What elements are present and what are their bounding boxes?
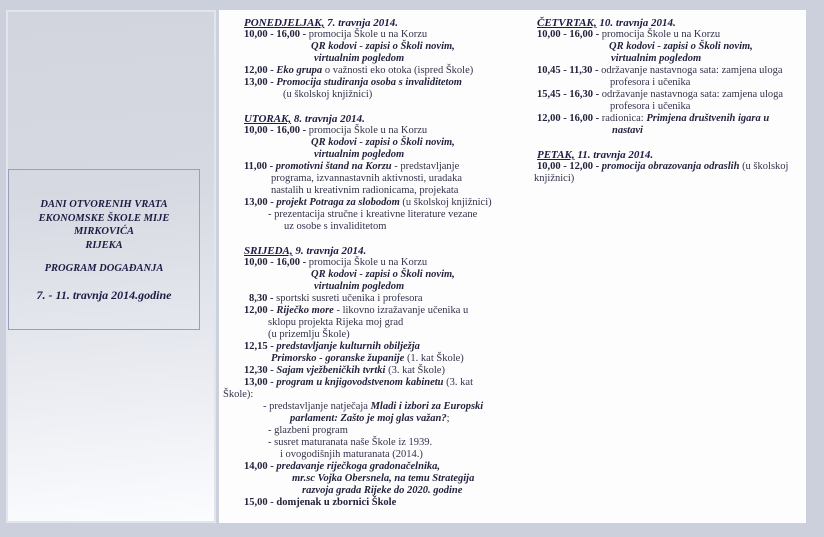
text-segment: Riječko more [276,305,334,316]
text-segment: Primjena društvenih igara u [646,113,770,124]
text-segment: radionica: [601,113,647,124]
text-segment: o važnosti eko otoka (ispred Škole) [322,65,474,76]
schedule-column-right [534,17,806,523]
schedule-line [612,125,806,137]
text-segment: projekt Potraga za slobodom [276,197,400,208]
text-segment: 15,45 - 16,30 - [537,89,602,100]
text-segment: 12,00 - 16,00 - [537,113,602,124]
schedule-line [537,113,806,125]
cover-title-line-2: EKONOMSKE ŠKOLE MIJE MIRKOVIĆA [38,212,170,237]
cover-title-box [8,169,200,330]
text-segment: QR kodovi - zapisi o Školi novim, [311,269,455,280]
text-segment: Škole): [223,389,254,400]
schedule-line [314,53,537,65]
day-header-utorak [244,113,537,125]
day-name: UTORAK, [244,113,292,125]
text-segment: - prezentacija stručne i kreativne literature vezane [268,209,478,220]
schedule-line [268,425,537,437]
text-segment: promocija Škole u na Korzu [601,29,721,40]
schedule-line [610,101,806,113]
schedule-line [271,173,537,185]
brochure-left-panel [6,10,216,523]
text-segment: virtualnim pogledom [611,53,702,64]
schedule-line [311,269,537,281]
text-segment: 14,00 - [244,461,277,472]
text-segment: Sajam vježbeničkih tvrtki [276,365,386,376]
text-segment: 10,00 - 12,00 - [537,161,602,172]
schedule-line [244,365,537,377]
text-segment: sportski susreti učenika i profesora [276,293,423,304]
text-segment: (u prizemlju Škole) [268,329,350,340]
text-segment: promocija Škole u na Korzu [308,125,428,136]
day-name: PONEDJELJAK, [244,17,325,29]
text-segment: parlament: Zašto je moj glas važan? [290,413,447,424]
text-segment: (1. kat Škole) [404,353,464,364]
text-segment: virtualnim pogledom [314,281,405,292]
text-segment: 11,00 - [244,161,276,172]
text-segment: 13,00 - [244,197,277,208]
schedule-line [244,341,537,353]
text-segment: i ovogodišnjih maturanata (2014.) [280,449,423,460]
schedule-line [263,401,537,413]
day-date: 8. travnja 2014. [291,113,365,125]
schedule-line [537,29,806,41]
day-section-petak [534,149,806,185]
schedule-line [268,437,537,449]
text-segment: (u školskoj knjižnici) [399,197,492,208]
schedule-line [302,485,537,497]
day-section-cetvrtak [537,17,806,137]
text-segment: - glazbeni program [268,425,348,436]
day-date: 11. travnja 2014. [574,149,654,161]
text-segment: (u školskoj knjižnici) [283,89,373,100]
cover-title-line-3: RIJEKA [85,239,123,251]
text-segment: razvoja grada Rijeke do 2020. godine [302,485,463,496]
text-segment: mr.sc Vojka Obersnela, na temu Strategija [292,473,475,484]
day-header-cetvrtak [537,17,806,29]
day-header-srijeda [244,245,537,257]
text-segment: (3. kat [443,377,473,388]
schedule-line [244,461,537,473]
text-segment: promocija Škole u na Korzu [308,257,428,268]
text-segment: Primorsko - goranske županije [271,353,405,364]
text-segment: 12,00 - [244,305,277,316]
schedule-line [537,161,806,173]
text-segment: (3. kat Škole) [385,365,445,376]
schedule-panel [219,10,806,523]
cover-title-line-1: DANI OTVORENIH VRATA [40,199,168,210]
text-segment: nastavi [612,125,643,136]
day-date: 9. travnja 2014. [292,245,367,257]
text-segment: 10,00 - 16,00 - [244,125,309,136]
schedule-line [609,41,806,53]
text-segment: predstavljanje kulturnih obilježja [276,341,420,352]
schedule-line [244,125,537,137]
schedule-line [223,389,537,401]
schedule-line [244,29,537,41]
text-segment: održavanje nastavnoga sata: zamjena uloga [601,89,784,100]
day-name: ČETVRTAK, [537,17,597,29]
text-segment: 13,00 - [244,377,277,388]
text-segment: ; [446,413,450,424]
text-segment: 10,00 - 16,00 - [537,29,602,40]
day-date: 7. travnja 2014. [324,17,399,29]
schedule-line [244,305,537,317]
text-segment: - susret maturanata naše Škole iz 1939. [268,437,433,448]
text-segment: uz osobe s invaliditetom [284,221,387,232]
text-segment: QR kodovi - zapisi o Školi novim, [311,41,455,52]
schedule-line [271,353,537,365]
cover-date-range: 7. - 11. travnja 2014.godine [36,288,172,302]
text-segment: 12,30 - [244,365,277,376]
schedule-line [311,137,537,149]
cover-subtitle: PROGRAM DOGAĐANJA [44,263,164,274]
text-segment: 13,00 - [244,77,277,88]
text-segment: QR kodovi - zapisi o Školi novim, [311,137,455,148]
schedule-line [611,53,806,65]
text-segment: promotivni štand na Korzu [275,161,392,172]
schedule-line [280,449,537,461]
day-name: PETAK, [537,149,575,161]
schedule-line [284,221,537,233]
schedule-line [244,65,537,77]
schedule-line [268,317,537,329]
schedule-line [537,65,806,77]
text-segment: Promocija studiranja osoba s invaliditetom [276,77,462,88]
day-section-srijeda [223,245,537,509]
text-segment: Mladi i izbori za Europski [370,401,484,412]
text-segment: 8,30 - [249,293,277,304]
schedule-line [244,197,537,209]
text-segment: 12,15 - [244,341,277,352]
day-name: SRIJEDA, [244,245,293,257]
text-segment: (u školskoj [739,161,789,172]
schedule-line [244,161,537,173]
schedule-line [290,413,537,425]
day-date: 10. travnja 2014. [596,17,676,29]
text-segment: promocija obrazovanja odraslih [601,161,740,172]
text-segment: virtualnim pogledom [314,53,405,64]
schedule-line [314,281,537,293]
text-segment: - predstavljanje [391,161,460,172]
text-segment: 10,45 - 11,30 - [537,65,602,76]
text-segment: - likovno izražavanje učenika u [333,305,469,316]
schedule-line [244,257,537,269]
schedule-line [268,209,537,221]
schedule-line [249,293,537,305]
cover-title [9,198,199,252]
day-section-ponedjeljak [244,17,537,101]
text-segment: 10,00 - 16,00 - [244,257,309,268]
schedule-line [292,473,537,485]
text-segment: virtualnim pogledom [314,149,405,160]
text-segment: programa, izvannastavnih aktivnosti, uradaka [271,173,462,184]
text-segment: predavanje riječkoga gradonačelnika, [276,461,440,472]
text-segment: - predstavljanje natječaja [263,401,371,412]
day-header-petak [537,149,806,161]
text-segment: 12,00 - [244,65,277,76]
text-segment: knjižnici) [534,173,575,184]
schedule-line [537,89,806,101]
schedule-line [244,77,537,89]
text-segment: održavanje nastavnoga sata: zamjena uloga [601,65,783,76]
day-section-utorak [244,113,537,233]
text-segment: 15,00 - domjenak u zbornici Škole [244,497,397,508]
text-segment: 10,00 - 16,00 - [244,29,309,40]
text-segment: sklopu projekta Rijeka moj grad [268,317,404,328]
text-segment: Eko grupa [276,65,323,76]
schedule-line [268,329,537,341]
schedule-line [244,497,537,509]
schedule-line [314,149,537,161]
schedule-line [311,41,537,53]
text-segment: QR kodovi - zapisi o Školi novim, [609,41,753,52]
schedule-line [244,377,537,389]
day-header-ponedjeljak [244,17,537,29]
text-segment: profesora i učenika [610,77,691,88]
text-segment: profesora i učenika [610,101,691,112]
text-segment: promocija Škole u na Korzu [308,29,428,40]
schedule-column-left [223,17,537,523]
schedule-line [534,173,806,185]
schedule-line [271,185,537,197]
schedule-line [610,77,806,89]
text-segment: program u knjigovodstvenom kabinetu [276,377,444,388]
text-segment: nastalih u kreativnim radionicama, projekata [271,185,459,196]
schedule-line [283,89,537,101]
